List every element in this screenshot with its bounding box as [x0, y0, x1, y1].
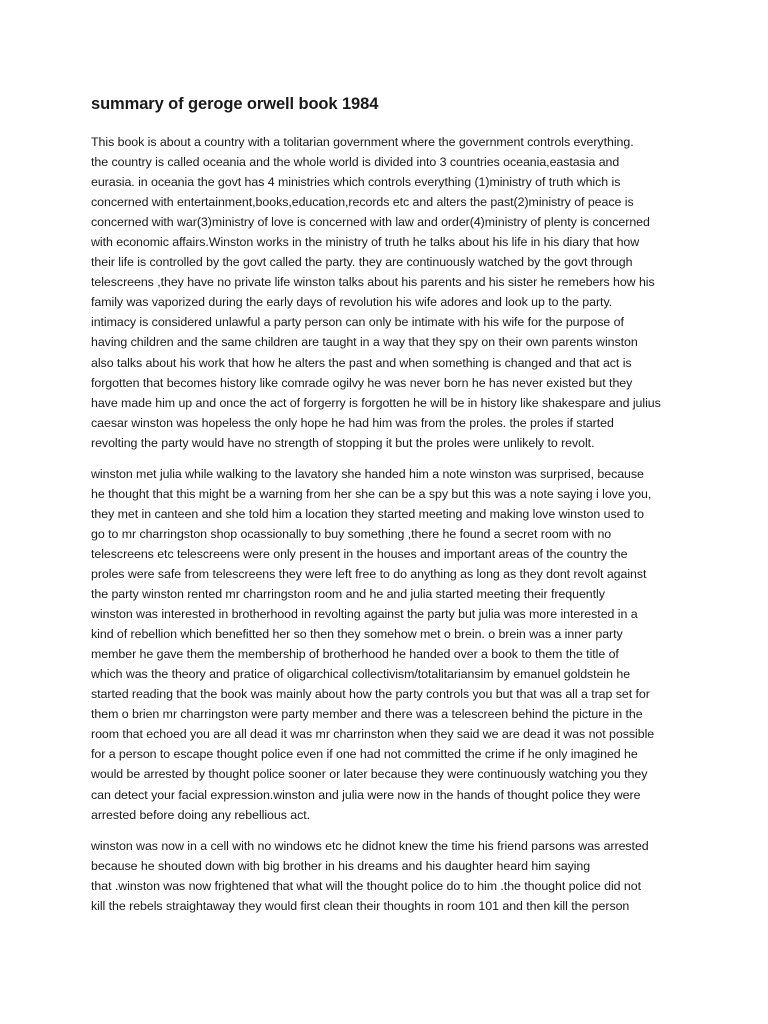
text-line: started reading that the book was mainly about how the party controls you but that was all a trap set for: [91, 687, 650, 702]
text-line: winston was now in a cell with no windows etc he didnot knew the time his friend parsons was arrested: [91, 838, 649, 853]
text-line: their life is controlled by the govt called the party. they are continuously watched by the govt through: [91, 255, 633, 270]
text-line: family was vaporized during the early days of revolution his wife adores and look up to the party.: [91, 295, 613, 310]
paragraph-3: [91, 836, 681, 916]
text-line: forgotten that becomes history like comrade ogilvy he was never born he has never existed but they: [91, 375, 633, 390]
text-line: he thought that this might be a warning from her she can be a spy but this was a note saying i love you,: [91, 486, 652, 501]
text-line: member he gave them the membership of brotherhood he handed over a book to them the title of: [91, 647, 619, 662]
text-line: them o brien mr charringston were party member and there was a telescreen behind the picture in the: [91, 707, 643, 722]
text-line: telescreens etc telescreens were only present in the houses and important areas of the country the: [91, 546, 628, 561]
text-line: kill the rebels straightaway they would first clean their thoughts in room 101 and then kill the person: [91, 898, 630, 913]
text-line: that .winston was now frightened that what will the thought police do to him .the thought police did not: [91, 878, 641, 893]
text-line: concerned with entertainment,books,education,records etc and alters the past(2)ministry of peace is: [91, 195, 634, 210]
paragraph-1: [91, 132, 681, 453]
text-line: can detect your facial expression.winston and julia were now in the hands of thought police they were: [91, 787, 641, 802]
text-line: which was the theory and pratice of oligarchical collectivism/totalitariansim by emanuel goldstein he: [91, 667, 631, 682]
text-line: for a person to escape thought police even if one had not committed the crime if he only imagined he: [91, 747, 638, 762]
text-line: arrested before doing any rebellious act.: [91, 807, 311, 822]
text-line: would be arrested by thought police sooner or later because they were continuously watching you they: [91, 767, 648, 782]
text-line: revolting the party would have no strength of stopping it but the proles were unlikely to revolt.: [91, 435, 595, 450]
text-line: eurasia. in oceania the govt has 4 ministries which controls everything (1)ministry of truth which is: [91, 175, 621, 190]
document-page: [91, 93, 681, 927]
text-line: This book is about a country with a tolitarian government where the government controls everything.: [91, 135, 634, 149]
text-line: go to mr charringston shop ocassionally to buy something ,there he found a secret room with no: [91, 526, 612, 541]
paragraph-2: [91, 464, 681, 825]
text-line: telescreens ,they have no private life winston talks about his parents and his sister he remebers how his: [91, 275, 655, 290]
text-line: because he shouted down with big brother in his dreams and his daughter heard him saying: [91, 858, 591, 873]
text-line: they met in canteen and she told him a location they started meeting and making love winston used to: [91, 506, 644, 521]
text-line: the country is called oceania and the whole world is divided into 3 countries oceania,eastasia and: [91, 155, 620, 170]
text-line: winston met julia while walking to the lavatory she handed him a note winston was surprised, because: [91, 466, 644, 481]
text-line: the party winston rented mr charringston room and he and julia started meeting their frequently: [91, 587, 605, 602]
text-line: also talks about his work that how he alters the past and when something is changed and that act is: [91, 355, 632, 370]
text-line: having children and the same children are taught in a way that they spy on their own parents winston: [91, 335, 638, 350]
document-title: summary of geroge orwell book 1984: [91, 95, 379, 113]
text-line: concerned with war(3)ministry of love is concerned with law and order(4)ministry of plenty is concerned: [91, 215, 650, 230]
text-line: kind of rebellion which benefitted her so then they somehow met o brein. o brein was a inner party: [91, 627, 623, 642]
text-line: with economic affairs.Winston works in the ministry of truth he talks about his life in his diary that how: [91, 235, 640, 250]
text-line: caesar winston was hopeless the only hope he had him was from the proles. the proles if started: [91, 415, 614, 430]
text-line: winston was interested in brotherhood in revolting against the party but julia was more interested in a: [91, 607, 638, 622]
text-line: have made him up and once the act of forgerry is forgotten he will be in history like shakespare and julius: [91, 395, 661, 410]
text-line: intimacy is considered unlawful a party person can only be intimate with his wife for the purpose of: [91, 315, 624, 330]
text-line: proles were safe from telescreens they were left free to do anything as long as they dont revolt against: [91, 566, 647, 581]
text-line: room that echoed you are all dead it was mr charrinston when they said we are dead it was not possible: [91, 727, 655, 742]
document-body: [91, 132, 681, 916]
